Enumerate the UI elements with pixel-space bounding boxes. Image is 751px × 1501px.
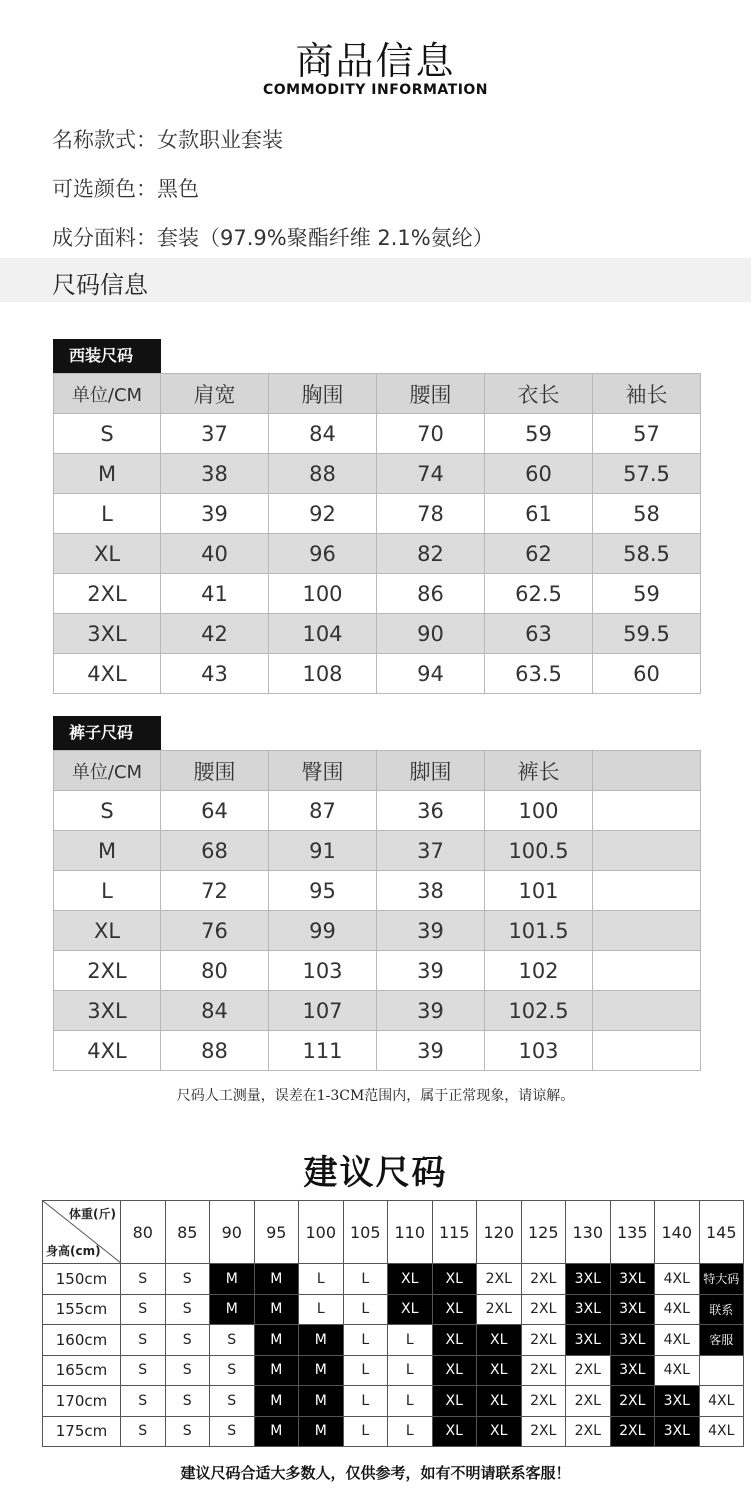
recommend-size-cell: L [343, 1386, 388, 1417]
size-table-cell: 100 [269, 574, 377, 614]
recommend-size-cell: L [388, 1325, 433, 1356]
recommend-size-cell: S [121, 1264, 166, 1295]
size-table-cell: M [54, 454, 161, 494]
size-table-cell: 58.5 [593, 534, 701, 574]
weight-header-cell: 105 [343, 1201, 388, 1264]
size-table-cell: 96 [269, 534, 377, 574]
size-table-cell [593, 1031, 701, 1071]
recommend-size-cell: 2XL [610, 1416, 655, 1447]
weight-header-cell: 110 [388, 1201, 433, 1264]
recommend-size-cell: 2XL [521, 1386, 566, 1417]
recommend-size-cell: L [343, 1416, 388, 1447]
recommend-size-cell: XL [388, 1264, 433, 1295]
size-table-cell: 2XL [54, 951, 161, 991]
size-table-cell: 100.5 [485, 831, 593, 871]
size-table-cell: 63.5 [485, 654, 593, 694]
size-table-cell: 104 [269, 614, 377, 654]
size-table-cell [593, 991, 701, 1031]
jacket-size-tag: 西装尺码 [53, 339, 161, 373]
recommend-size-cell: L [343, 1355, 388, 1386]
table-row [43, 1325, 744, 1356]
size-table-cell: 2XL [54, 574, 161, 614]
size-table-cell: 101.5 [485, 911, 593, 951]
recommend-size-cell: 4XL [699, 1416, 744, 1447]
pants-size-tag: 裤子尺码 [53, 716, 161, 750]
table-row [54, 494, 701, 534]
table-row [54, 831, 701, 871]
weight-header-cell: 130 [566, 1201, 611, 1264]
size-table-cell: 84 [269, 414, 377, 454]
size-table-cell: 60 [485, 454, 593, 494]
size-table-cell [593, 951, 701, 991]
size-table-cell: 57 [593, 414, 701, 454]
recommend-size-cell: 4XL [655, 1294, 700, 1325]
size-table-header-cell: 单位/CM [54, 751, 161, 791]
recommend-size-cell: S [165, 1294, 210, 1325]
table-row [43, 1355, 744, 1386]
size-table-cell: 39 [377, 1031, 485, 1071]
measure-note: 尺码人工测量，误差在1-3CM范围内，属于正常现象，请谅解。 [176, 1088, 575, 1104]
size-table-cell [593, 871, 701, 911]
size-table-cell: 102 [485, 951, 593, 991]
height-header-cell: 155cm [43, 1294, 121, 1325]
table-row [54, 414, 701, 454]
size-table-cell [593, 911, 701, 951]
recommend-title: 建议尺码 [303, 1153, 448, 1193]
size-table-cell: S [54, 791, 161, 831]
recommend-size-cell: S [121, 1325, 166, 1356]
info-material-value: 套装（97.9%聚酯纤维 2.1%氨纶） [157, 226, 494, 250]
recommend-corner-cell [43, 1201, 121, 1264]
table-row [54, 911, 701, 951]
size-table-cell: 102.5 [485, 991, 593, 1031]
recommend-size-cell: L [299, 1294, 344, 1325]
size-table-cell: 88 [269, 454, 377, 494]
weight-header-cell: 120 [477, 1201, 522, 1264]
contact-service-cell: 联系 [699, 1294, 744, 1325]
info-material-label: 成分面料： [52, 226, 157, 250]
recommend-size-cell: 4XL [699, 1386, 744, 1417]
recommend-size-cell: 2XL [566, 1355, 611, 1386]
jacket-size-table [53, 373, 701, 694]
recommend-size-cell: S [121, 1355, 166, 1386]
size-table-cell: 72 [161, 871, 269, 911]
recommend-size-cell: XL [477, 1386, 522, 1417]
size-table-cell: 43 [161, 654, 269, 694]
size-table-cell: 38 [377, 871, 485, 911]
size-table-cell: S [54, 414, 161, 454]
size-table-cell: 59 [593, 574, 701, 614]
weight-header-cell: 85 [165, 1201, 210, 1264]
info-name-value: 女款职业套装 [157, 128, 283, 152]
recommend-size-cell: M [210, 1294, 255, 1325]
recommend-size-cell: XL [477, 1416, 522, 1447]
contact-service-cell: 客服 [699, 1325, 744, 1356]
size-table-cell: 92 [269, 494, 377, 534]
size-table-cell: 4XL [54, 1031, 161, 1071]
recommend-size-table [42, 1200, 744, 1447]
corner-weight-label: 体重(斤) [69, 1207, 116, 1221]
size-table-cell: 3XL [54, 614, 161, 654]
page-title: 商品信息 [295, 39, 456, 83]
size-table-cell: 57.5 [593, 454, 701, 494]
size-table-cell: 108 [269, 654, 377, 694]
recommend-size-cell: 3XL [566, 1325, 611, 1356]
recommend-size-cell: 2XL [566, 1386, 611, 1417]
recommend-size-cell: L [343, 1325, 388, 1356]
height-header-cell: 165cm [43, 1355, 121, 1386]
corner-height-label: 身高(cm) [46, 1244, 101, 1258]
size-table-cell: L [54, 494, 161, 534]
size-table-cell: 39 [377, 951, 485, 991]
table-row [54, 654, 701, 694]
recommend-size-cell: S [165, 1325, 210, 1356]
info-color-value: 黑色 [157, 177, 199, 201]
recommend-size-cell: XL [432, 1294, 477, 1325]
size-table-cell: 80 [161, 951, 269, 991]
size-table-cell: XL [54, 534, 161, 574]
recommend-size-cell: 3XL [566, 1264, 611, 1295]
recommend-size-cell: 2XL [521, 1355, 566, 1386]
size-table-cell: 95 [269, 871, 377, 911]
contact-service-cell: 特大码 [699, 1264, 744, 1295]
size-table-header-cell: 脚围 [377, 751, 485, 791]
recommend-size-cell: 2XL [521, 1264, 566, 1295]
table-row [54, 534, 701, 574]
recommend-size-cell: M [299, 1386, 344, 1417]
recommend-size-cell: 2XL [521, 1325, 566, 1356]
recommend-size-cell: 3XL [610, 1294, 655, 1325]
table-row [43, 1386, 744, 1417]
size-table-cell: 99 [269, 911, 377, 951]
info-material [52, 222, 494, 252]
recommend-size-cell: 3XL [655, 1386, 700, 1417]
table-row [43, 1416, 744, 1447]
info-color [52, 173, 199, 203]
size-table-cell: 4XL [54, 654, 161, 694]
size-table-cell: 37 [161, 414, 269, 454]
recommend-size-cell: XL [477, 1355, 522, 1386]
size-table-cell: 103 [485, 1031, 593, 1071]
size-table-header-cell: 胸围 [269, 374, 377, 414]
recommend-size-cell: S [165, 1386, 210, 1417]
recommend-size-cell: S [121, 1416, 166, 1447]
recommend-size-cell: M [254, 1386, 299, 1417]
recommend-size-cell: 4XL [655, 1355, 700, 1386]
size-table-cell: 41 [161, 574, 269, 614]
table-row [43, 1264, 744, 1295]
size-table-cell: 101 [485, 871, 593, 911]
corner-wrap [43, 1201, 120, 1263]
size-section-band [0, 258, 751, 302]
size-table-cell: 39 [377, 991, 485, 1031]
size-table-cell: 84 [161, 991, 269, 1031]
recommend-size-cell: M [254, 1355, 299, 1386]
size-table-cell: 38 [161, 454, 269, 494]
recommend-size-cell: S [210, 1355, 255, 1386]
table-row [54, 991, 701, 1031]
recommend-size-cell: S [165, 1355, 210, 1386]
recommend-size-cell: XL [388, 1294, 433, 1325]
recommend-size-cell: S [165, 1264, 210, 1295]
pants-size-table [53, 750, 701, 1071]
weight-header-cell: 140 [655, 1201, 700, 1264]
size-table-cell: 100 [485, 791, 593, 831]
size-table-cell: 82 [377, 534, 485, 574]
recommend-size-cell: 2XL [521, 1416, 566, 1447]
recommend-size-cell: 3XL [610, 1325, 655, 1356]
table-row [43, 1294, 744, 1325]
size-table-cell: 74 [377, 454, 485, 494]
recommend-size-cell: S [121, 1386, 166, 1417]
recommend-size-cell: XL [477, 1325, 522, 1356]
recommend-size-cell: L [388, 1386, 433, 1417]
size-table-cell: 42 [161, 614, 269, 654]
table-row [54, 574, 701, 614]
height-header-cell: 160cm [43, 1325, 121, 1356]
size-table-cell: XL [54, 911, 161, 951]
size-table-cell: 103 [269, 951, 377, 991]
recommend-size-cell: M [299, 1325, 344, 1356]
size-table-cell [593, 791, 701, 831]
weight-header-cell: 115 [432, 1201, 477, 1264]
size-table-cell: 37 [377, 831, 485, 871]
size-table-cell [593, 831, 701, 871]
size-table-cell: 64 [161, 791, 269, 831]
info-color-label: 可选颜色： [52, 177, 157, 201]
size-table-cell: 88 [161, 1031, 269, 1071]
size-table-cell: M [54, 831, 161, 871]
page-subtitle: COMMODITY INFORMATION [262, 82, 489, 98]
size-table-cell: 59 [485, 414, 593, 454]
size-table-cell: 94 [377, 654, 485, 694]
size-table-cell: 58 [593, 494, 701, 534]
size-table-cell: 62.5 [485, 574, 593, 614]
recommend-size-cell: S [121, 1294, 166, 1325]
weight-header-cell: 145 [699, 1201, 744, 1264]
recommend-size-cell [699, 1355, 744, 1386]
table-row [54, 951, 701, 991]
recommend-size-cell: L [388, 1355, 433, 1386]
recommend-size-cell: L [299, 1264, 344, 1295]
recommend-size-cell: 3XL [610, 1355, 655, 1386]
recommend-size-cell: M [254, 1325, 299, 1356]
table-row [54, 1031, 701, 1071]
recommend-size-cell: XL [432, 1416, 477, 1447]
size-table-cell: 68 [161, 831, 269, 871]
recommend-size-cell: 3XL [566, 1294, 611, 1325]
recommend-size-cell: 3XL [610, 1264, 655, 1295]
recommend-size-cell: M [299, 1416, 344, 1447]
recommend-size-cell: XL [432, 1386, 477, 1417]
size-table-cell: 78 [377, 494, 485, 534]
size-table-cell: 111 [269, 1031, 377, 1071]
recommend-size-cell: L [343, 1264, 388, 1295]
weight-header-cell: 135 [610, 1201, 655, 1264]
size-table-header-cell: 裤长 [485, 751, 593, 791]
size-table-cell: 59.5 [593, 614, 701, 654]
size-table-header-cell: 衣长 [485, 374, 593, 414]
size-table-cell: 39 [377, 911, 485, 951]
weight-header-cell: 95 [254, 1201, 299, 1264]
size-table-header-cell: 腰围 [161, 751, 269, 791]
size-table-cell: 90 [377, 614, 485, 654]
recommend-size-cell: XL [432, 1264, 477, 1295]
size-table-header-cell: 肩宽 [161, 374, 269, 414]
recommend-size-cell: 2XL [477, 1264, 522, 1295]
weight-header-cell: 125 [521, 1201, 566, 1264]
size-table-cell: 61 [485, 494, 593, 534]
table-row [54, 614, 701, 654]
size-table-cell: 87 [269, 791, 377, 831]
recommend-size-cell: S [210, 1325, 255, 1356]
weight-header-cell: 80 [121, 1201, 166, 1264]
recommend-size-cell: S [165, 1416, 210, 1447]
size-table-header-cell: 袖长 [593, 374, 701, 414]
recommend-size-cell: 2XL [566, 1416, 611, 1447]
recommend-size-cell: S [210, 1416, 255, 1447]
size-table-header-cell [593, 751, 701, 791]
info-name [52, 124, 283, 154]
size-table-header-cell: 腰围 [377, 374, 485, 414]
height-header-cell: 170cm [43, 1386, 121, 1417]
recommend-size-cell: S [210, 1386, 255, 1417]
height-header-cell: 175cm [43, 1416, 121, 1447]
recommend-note: 建议尺码合适大多数人，仅供参考，如有不明请联系客服！ [180, 1464, 571, 1482]
recommend-size-cell: L [343, 1294, 388, 1325]
size-table-cell: 107 [269, 991, 377, 1031]
recommend-header-row [43, 1201, 744, 1264]
size-table-cell: 40 [161, 534, 269, 574]
weight-header-cell: 90 [210, 1201, 255, 1264]
size-table-cell: 36 [377, 791, 485, 831]
recommend-size-cell: 2XL [477, 1294, 522, 1325]
recommend-size-cell: 4XL [655, 1264, 700, 1295]
size-table-header-row [54, 374, 701, 414]
table-row [54, 871, 701, 911]
recommend-size-cell: XL [432, 1355, 477, 1386]
recommend-size-cell: M [299, 1355, 344, 1386]
size-table-cell: 60 [593, 654, 701, 694]
recommend-size-cell: M [210, 1264, 255, 1295]
size-table-cell: 91 [269, 831, 377, 871]
recommend-size-cell: M [254, 1416, 299, 1447]
weight-header-cell: 100 [299, 1201, 344, 1264]
recommend-size-cell: L [388, 1416, 433, 1447]
size-table-header-row [54, 751, 701, 791]
size-table-header-cell: 单位/CM [54, 374, 161, 414]
recommend-size-cell: 2XL [521, 1294, 566, 1325]
size-table-header-cell: 臀围 [269, 751, 377, 791]
size-table-cell: L [54, 871, 161, 911]
size-table-cell: 70 [377, 414, 485, 454]
size-table-cell: 3XL [54, 991, 161, 1031]
size-table-cell: 63 [485, 614, 593, 654]
recommend-size-cell: XL [432, 1325, 477, 1356]
size-table-cell: 86 [377, 574, 485, 614]
recommend-size-cell: 4XL [655, 1325, 700, 1356]
recommend-size-cell: M [254, 1264, 299, 1295]
height-header-cell: 150cm [43, 1264, 121, 1295]
size-table-cell: 62 [485, 534, 593, 574]
info-name-label: 名称款式： [52, 128, 157, 152]
size-section-title: 尺码信息 [52, 271, 148, 299]
size-table-cell: 76 [161, 911, 269, 951]
recommend-size-cell: 3XL [655, 1416, 700, 1447]
size-table-cell: 39 [161, 494, 269, 534]
recommend-size-cell: M [254, 1294, 299, 1325]
table-row [54, 791, 701, 831]
table-row [54, 454, 701, 494]
recommend-size-cell: 2XL [610, 1386, 655, 1417]
